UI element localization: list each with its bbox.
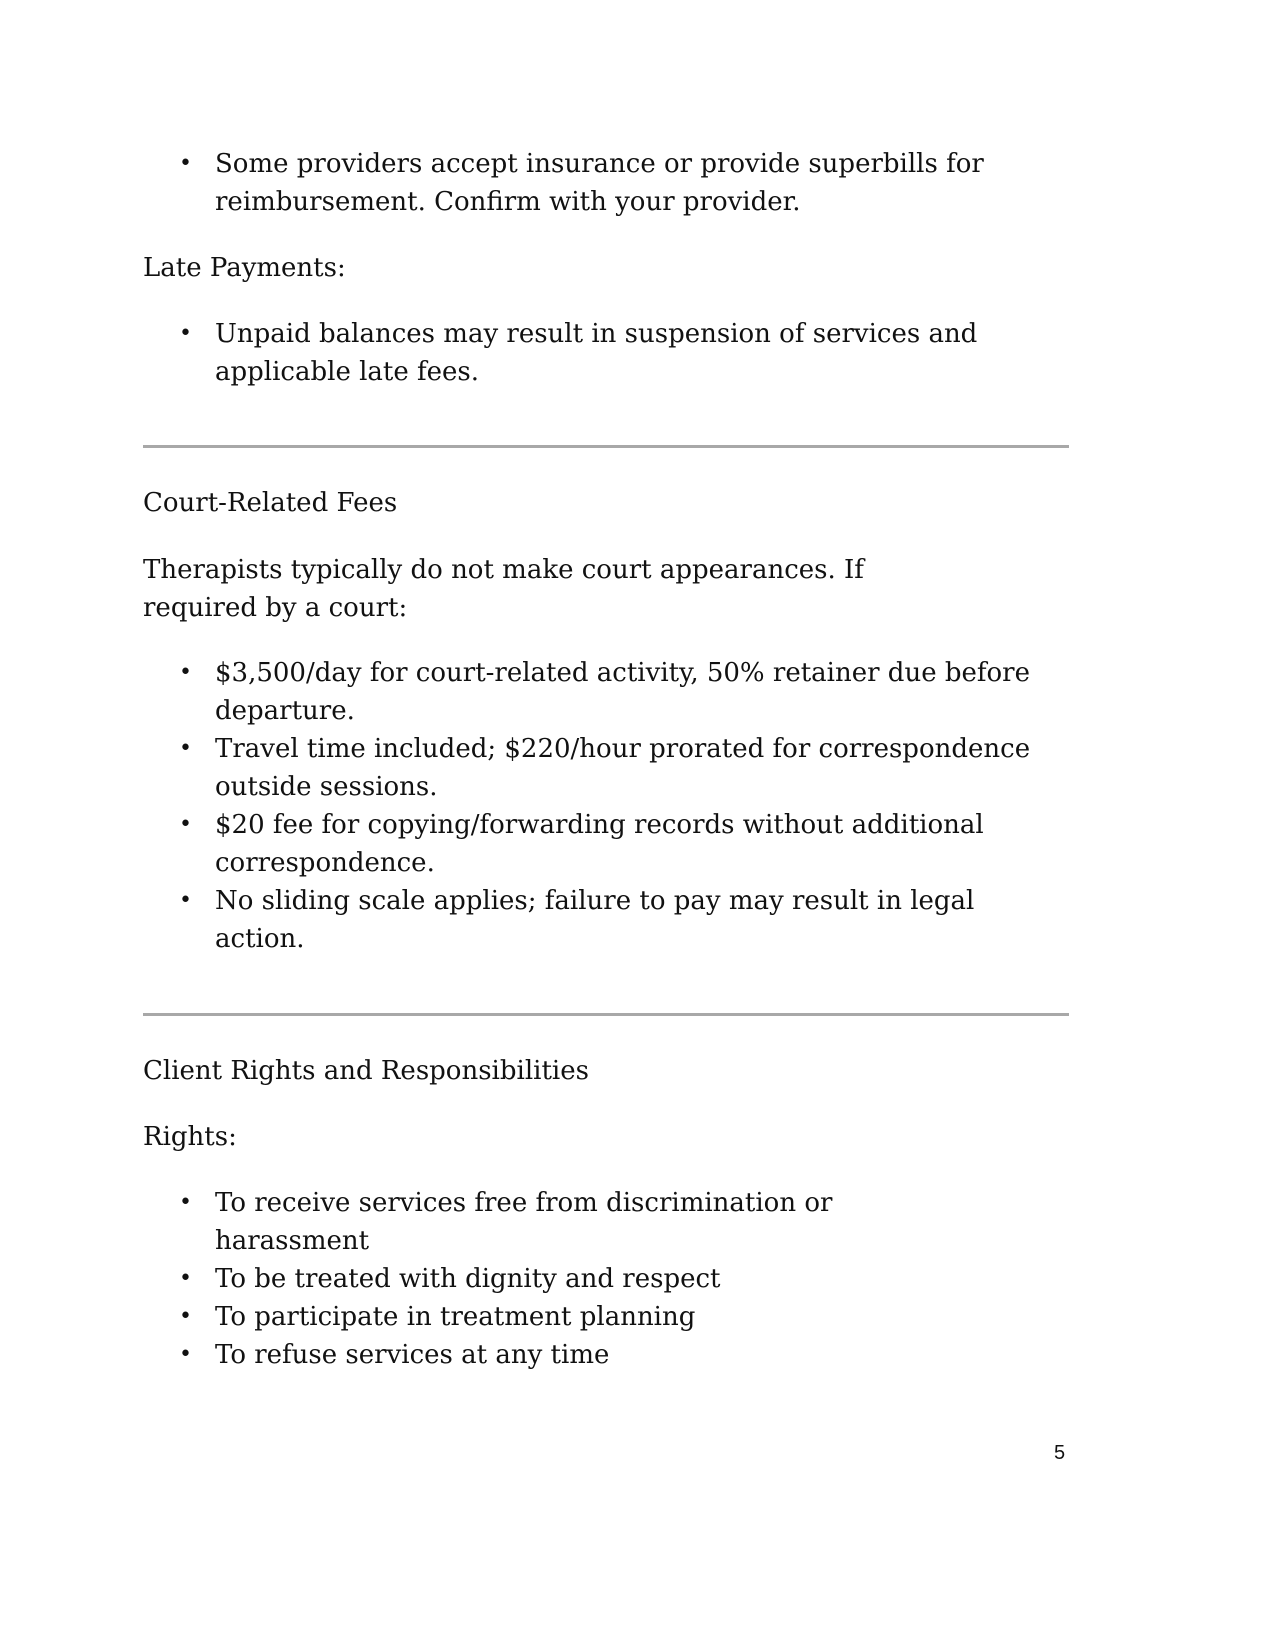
- list-item-text: Some providers accept insurance or provide superbills for reimbursement. Confirm with your provider.: [215, 149, 984, 217]
- list-item-text: To be treated with dignity and respect: [215, 1264, 721, 1294]
- list-item-text: To refuse services at any time: [215, 1340, 610, 1370]
- list-item: • $20 fee for copying/forwarding records without additional correspondence.: [179, 810, 984, 878]
- list-item-text: Unpaid balances may result in suspension of services and applicable late fees.: [215, 319, 978, 387]
- list-item-text: No sliding scale applies; failure to pay may result in legal action.: [215, 886, 975, 954]
- list-item-text: Travel time included; $220/hour prorated for correspondence outside sessions.: [215, 734, 1031, 802]
- page-number: 5: [1054, 1442, 1066, 1464]
- list-item: • To participate in treatment planning: [179, 1302, 696, 1332]
- list-item-text: To receive services free from discrimination or harassment: [215, 1188, 833, 1256]
- list-item: • To receive services free from discrimination or harassment: [179, 1188, 833, 1256]
- rights-label: Rights:: [143, 1122, 237, 1152]
- list-item: • To refuse services at any time: [179, 1340, 610, 1370]
- court-fees-list: [143, 654, 1063, 958]
- list-item: • To be treated with dignity and respect: [179, 1264, 721, 1294]
- list-item: • Unpaid balances may result in suspension of services and applicable late fees.: [179, 319, 978, 387]
- section-divider: [143, 445, 1069, 448]
- late-payments-label: Late Payments:: [143, 253, 346, 283]
- list-item-text: To participate in treatment planning: [215, 1302, 696, 1332]
- section-divider: [143, 1013, 1069, 1016]
- rights-list: [143, 1184, 923, 1374]
- insurance-list: [143, 145, 1063, 221]
- section-heading-rights: Client Rights and Responsibilities: [143, 1056, 589, 1086]
- list-item-text: $20 fee for copying/forwarding records without additional correspondence.: [215, 810, 984, 878]
- section-heading-court: Court-Related Fees: [143, 488, 398, 518]
- list-item: • Travel time included; $220/hour prorated for correspondence outside sessions.: [179, 734, 1031, 802]
- court-intro: Therapists typically do not make court appearances. If required by a court:: [143, 555, 864, 623]
- late-payments-list: [143, 315, 1063, 391]
- list-item: • Some providers accept insurance or provide superbills for reimbursement. Confirm with your provider.: [179, 149, 984, 217]
- list-item: • No sliding scale applies; failure to pay may result in legal action.: [179, 886, 975, 954]
- list-item: • $3,500/day for court-related activity, 50% retainer due before departure.: [179, 658, 1030, 726]
- list-item-text: $3,500/day for court-related activity, 50% retainer due before departure.: [215, 658, 1030, 726]
